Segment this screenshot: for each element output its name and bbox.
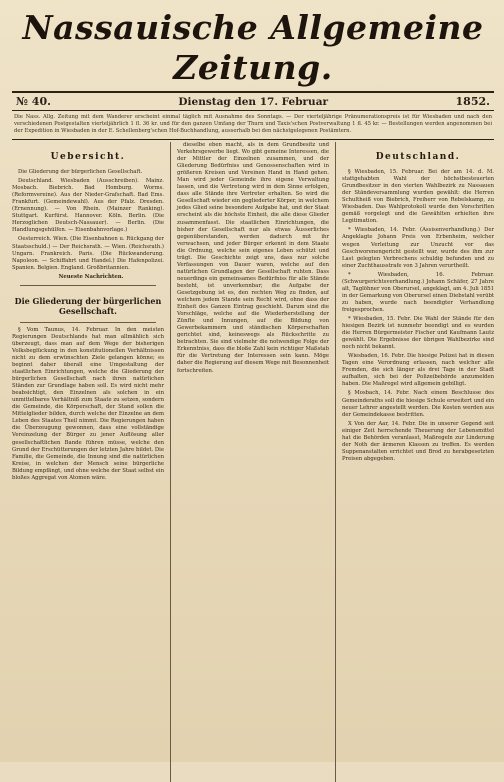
overview-item: Deutschland. Wiesbaden (Ausschreiben). Mainz. Mosbach. Biebrich. Bad Homburg. Worms. (Reformvereine). Aus der Nieder-Grafschaft. Bad Ems. Frankfurt. (Gemeindewahl). Aus der Pfalz. Dresden. (Ernennung). — Von Rhein. (Mainzer Ranking). Stuttgart. Kurfürst. Hannover. Köln. Berlin. (Die Herzoglichen Deutsch-Nassauer). — Berlin. (Die Handlungsgehülfen. — Eisenbahnvorlage.) bbox=[12, 178, 164, 234]
news-item: § Mosbach, 14. Febr. Nach einem Beschlusse des Gemeinderaths soll die hiesige Schule erweitert und ein neuer Lehrer angestellt werden. Die Kosten werden aus der Gemeindekasse bestritten. bbox=[342, 390, 494, 418]
left-column bbox=[12, 142, 164, 782]
article-title: Die Gliederung der bürgerlichen Gesellschaft. bbox=[14, 295, 162, 316]
news-items bbox=[342, 169, 494, 463]
notice-rule bbox=[12, 139, 494, 140]
news-item: § Wiesbaden, 15. Februar. Bei der am 14. d. M. stattgehabten Wahl der höchstbesteuerten Grundbesitzer in den vierten Wahlbezirk zu Nassauen der Ständeversammlung wurden gewählt: die Herren Schultheiß von Biebrich, Freiherr von Rebelskamp, zu Wiesbaden. Das Wahlprotokoll wurde den Vorschriften gemäß vorgelegt und die Gewählten erhielten ihre Legitimation. bbox=[342, 169, 494, 225]
right-column bbox=[335, 142, 494, 782]
section-divider bbox=[20, 322, 156, 323]
section-divider bbox=[20, 285, 156, 286]
article-paragraph: § Vom Taunus, 14. Februar. In den meisten Regierungen Deutschlands hat man allmählich sich überzeugt, dass man auf dem Wege der bisherigen Volksbeglückung in den konstitutionellen Verhältnissen nicht zu dem erwünschten Ziele gelangen könne; es beginnt daher überall eine Umgestaltung der staatlichen Einrichtungen, welche die Gliederung der bürgerlichen Gesellschaft nach ihren natürlichen Ständen zur Grundlage haben soll. Es wird nicht mehr beabsichtigt, den Einzelnen als solchen in ein unmittelbares Verhältniß zum Staate zu setzen, sondern die Gemeinde, die Körperschaft, der Stand sollen die Mittelglieder bilden, durch welche der Einzelne an dem Leben des Staates Theil nimmt. Die Regierungen haben die Überzeugung gewonnen, dass eine vollständige Vereinzelung der Bürger zu jener Auflösung aller gesellschaftlichen Bande führen müsse, welche den Grund der Erschütterungen der letzten Jahre bildet. Die Familie, die Gemeinde, die Innung sind die natürlichen Kreise, in welchen der Mensch seine bürgerliche Bildung empfängt, und ohne welche der Staat selbst ein bloßes Aggregat von Atomen wäre. bbox=[12, 326, 164, 481]
issue-date: Dienstag den 17. Februar bbox=[178, 96, 329, 108]
middle-column bbox=[170, 142, 329, 782]
issue-number: № 40. bbox=[16, 95, 51, 108]
masthead-title: Nassauische Allgemeine Zeitung. bbox=[22, 8, 484, 87]
overview-item: Oesterreich. Wien. (Die Eisenbahnen u. Rückgang der Staatsschuld.) — Der Reichsrath. — Wien. (Reichsrath.) Ungarn. Frankreich. Paris. (Die Rückwanderung. Napoleon. — Schiffahrt und Handel.) Die Hafenpolizei. Spanien. Belgien. England. Großbritannien. bbox=[12, 236, 164, 271]
article-paragraph: dieselbe eben macht, als in dem Grundbesitz und Verkehrsgewerbe liegt. Wo gibt gemeine Interessen, die der Mittler der Einzelnen zusammen, und der Gliederung Bedürfniss und Genossenschaften wird in größeren Kreisen und Vereinen Hand in Hand gehen. Man wird jeder Gemeinde ihre eigene Verwaltung lassen, und die Vertretung wird in dem Sinne erfolgen, dass alle Stände ihre Vertreter erhalten. So wird die Gesellschaft wieder ein gegliederter Körper, in welchem jedes Glied seine besondere Aufgabe hat, und der Staat erscheint als die höchste Einheit, die alle diese Glieder zusammenfasst. Die staatlichen Einrichtungen, die bisher der Gesellschaft nur als etwas Äusserliches gegenüberstanden, werden dadurch mit ihr verwachsen, und jeder Bürger erkennt in dem Staate die Ordnung, welche sein eigenes Leben schützt und trägt. Die Geschichte zeigt uns, dass nur solche Verfassungen von Dauer waren, welche auf den natürlichen Grundlagen der Gesellschaft ruhten. Dass neuerdings ein gemeinsames Bedürfniss für alle Stände besteht, ist unverkennbar; die Aufgabe der Gesetzgebung ist es, den rechten Weg zu finden, auf welchem jedem Stande sein Recht wird, ohne dass der Einheit des Ganzen Eintrag geschieht. Darum sind die Vorschläge, welche auf die Wiederherstellung der Zünfte und Innungen, auf die Bildung von Gewerbekammern und ständischen Körperschaften gerichtet sind, keineswegs als Rückschritte zu betrachten. Sie sind vielmehr die notwendige Folge der Erkenntniss, dass die bloße Zahl kein richtiger Maßstab für die Vertretung der Interessen sein kann. Möge daher die Regierung auf diesem Wege mit Besonnenheit fortschreiten. bbox=[177, 142, 329, 374]
subscription-notice: Die Nass. Allg. Zeitung mit dem Wanderer erscheint einmal täglich mit Ausnahme des Sonntags. — Der vierteljährige Pränumerationspreis ist für Wiesbaden und nach den verschiedenen Postgestalten vierteljährlich 1 fl. 36 kr. und für den ganzen Umfang der Thurn und Taxis'schen Postverwaltung 1 fl. 45 kr. — Bestellungen werden angenommen bei der Expedition in Wiesbaden in der E. Schellenberg'schen Hof-Buchhandlung, ausserhalb bei den nächstgelegenen Postämtern. bbox=[14, 114, 492, 134]
article-continuation bbox=[177, 142, 329, 375]
article-body bbox=[12, 327, 164, 482]
news-item: * Wiesbaden, 14. Febr. (Assisenverhandlung.) Der Angeklagte Johann Preis von Erbenheim, welcher wegen Verleitung zur Unzucht vor das Geschworenengericht gestellt war, wurde des ihm zur Last gelegten Verbrechens schuldig befunden und zu einer Zuchthausstrafe von 3 Jahren verurtheilt. bbox=[342, 227, 494, 269]
news-item: X Von der Aar, 14. Febr. Die in unserer Gegend seit einiger Zeit herrschende Theuerung der Lebensmittel hat die Behörden veranlasst, Maßregeln zur Linderung der Noth der ärmeren Klassen zu treffen. Es werden Suppenanstalten errichtet und Brod zu herabgesetzten Preisen abgegeben. bbox=[342, 420, 494, 462]
issue-year: 1852. bbox=[455, 95, 490, 108]
overview-list bbox=[12, 169, 164, 281]
news-item: Wiesbaden, 16. Febr. Die hiesige Polizei hat in diesen Tagen eine Verordnung erlassen, nach welcher alle Fremden, die sich länger als drei Tage in der Stadt aufhalten, sich bei der Polizeibehörde anzumelden haben. Die Maßregel wird allgemein gebilligt. bbox=[342, 353, 494, 388]
columns bbox=[12, 142, 494, 782]
dateline bbox=[12, 93, 494, 109]
news-item: * Wiesbaden, 16. Februar. (Schwurgerichtsverhandlung.) Johann Schäfer, 27 Jahre alt, Taglöhner von Oberursel, angeklagt, am 4. Juli 1851 in der Gemarkung von Oberursel einen Diebstahl verübt zu haben, wurde nach beendigter Verhandlung freigesprochen. bbox=[342, 271, 494, 313]
news-item: * Wiesbaden, 15. Febr. Die Wahl der Stände für den hiesigen Bezirk ist nunmehr beendigt und es wurden die Herren Bürgermeister Fischer und Kaufmann Lautz gewählt. Die Ergebnisse der übrigen Wahlbezirke sind noch nicht bekannt. bbox=[342, 315, 494, 351]
section-heading-deutschland: Deutschland. bbox=[375, 152, 461, 162]
overview-heading: Uebersicht. bbox=[50, 152, 126, 162]
overview-item: Die Gliederung der bürgerlichen Gesellschaft. bbox=[18, 169, 143, 176]
overview-item: Neueste Nachrichten. bbox=[58, 273, 124, 280]
